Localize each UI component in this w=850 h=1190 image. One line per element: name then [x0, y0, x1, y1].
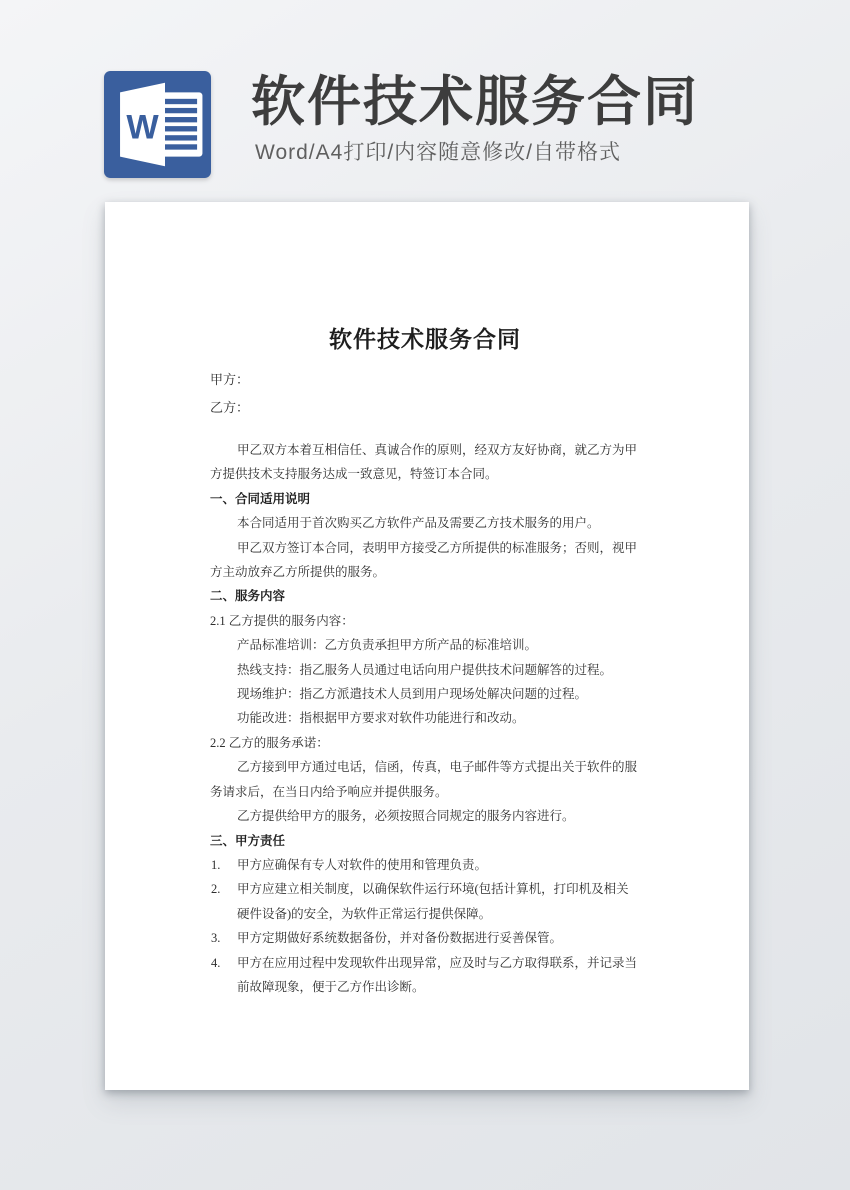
- clause-2-2-label: 2.2 乙方的服务承诺：: [210, 735, 329, 750]
- item-text: 甲方应建立相关制度，以确保软件运行环境(包括计算机，打印机及相关硬件设备)的安全，为软件正常运行提供保障。: [237, 882, 629, 921]
- section-heading-1: 一、合同适用说明: [210, 491, 311, 506]
- word-icon-letter: W: [126, 108, 159, 147]
- clause-2-1-label: 2.1 乙方提供的服务内容：: [210, 613, 354, 628]
- section-heading-2: 二、服务内容: [210, 589, 286, 604]
- contract-paragraph: 甲乙双方签订本合同，表明甲方接受乙方所提供的标准服务；否则，视甲方主动放弃乙方所提供的服务。: [210, 540, 638, 580]
- document-page: [105, 202, 749, 1090]
- service-item-hotline: 热线支持：指乙服务人员通过电话向用户提供技术问题解答的过程。: [237, 662, 613, 677]
- contract-paragraph: 乙方提供给甲方的服务，必须按照合同规定的服务内容进行。: [237, 809, 575, 824]
- party-b-line: 乙方：: [210, 400, 250, 415]
- document-title: 软件技术服务合同: [329, 327, 521, 352]
- header-subtitle: Word/A4打印/内容随意修改/自带格式: [255, 141, 621, 164]
- responsibility-item-2: [210, 877, 640, 926]
- item-text: 甲方在应用过程中发现软件出现异常，应及时与乙方取得联系，并记录当前故障现象，便于乙方作出诊断。: [237, 955, 638, 994]
- responsibility-item-3: [210, 926, 640, 950]
- item-number: 4.: [211, 955, 221, 970]
- contract-paragraph: 本合同适用于首次购买乙方软件产品及需要乙方技术服务的用户。: [237, 516, 600, 531]
- word-icon: [104, 71, 211, 178]
- contract-paragraph: 乙方接到甲方通过电话，信函，传真，电子邮件等方式提出关于软件的服务请求后，在当日内给予响应并提供服务。: [210, 760, 638, 799]
- service-item-improve: 功能改进：指根据甲方要求对软件功能进行和改动。: [237, 711, 525, 726]
- item-number: 1.: [211, 857, 221, 872]
- document-body: [210, 438, 640, 999]
- service-item-training: 产品标准培训：乙方负责承担甲方所产品的标准培训。: [237, 638, 538, 653]
- section-heading-3: 三、甲方责任: [210, 833, 286, 848]
- item-number: 2.: [211, 882, 221, 897]
- parties-block: [210, 366, 640, 422]
- responsibility-item-1: [210, 853, 640, 877]
- item-text: 甲方应确保有专人对软件的使用和管理负责。: [237, 857, 488, 872]
- service-item-onsite: 现场维护：指乙方派遣技术人员到用户现场处解决问题的过程。: [237, 687, 588, 702]
- intro-paragraph: 甲乙双方本着互相信任、真诚合作的原则，经双方友好协商，就乙方为甲方提供技术支持服务达成一致意见，特签订本合同。: [210, 443, 638, 482]
- item-number: 3.: [211, 931, 221, 946]
- item-text: 甲方定期做好系统数据备份，并对备份数据进行妥善保管。: [237, 931, 563, 946]
- responsibility-item-4: [210, 951, 640, 1000]
- party-a-line: 甲方：: [210, 372, 250, 387]
- header-title: 软件技术服务合同: [251, 72, 699, 132]
